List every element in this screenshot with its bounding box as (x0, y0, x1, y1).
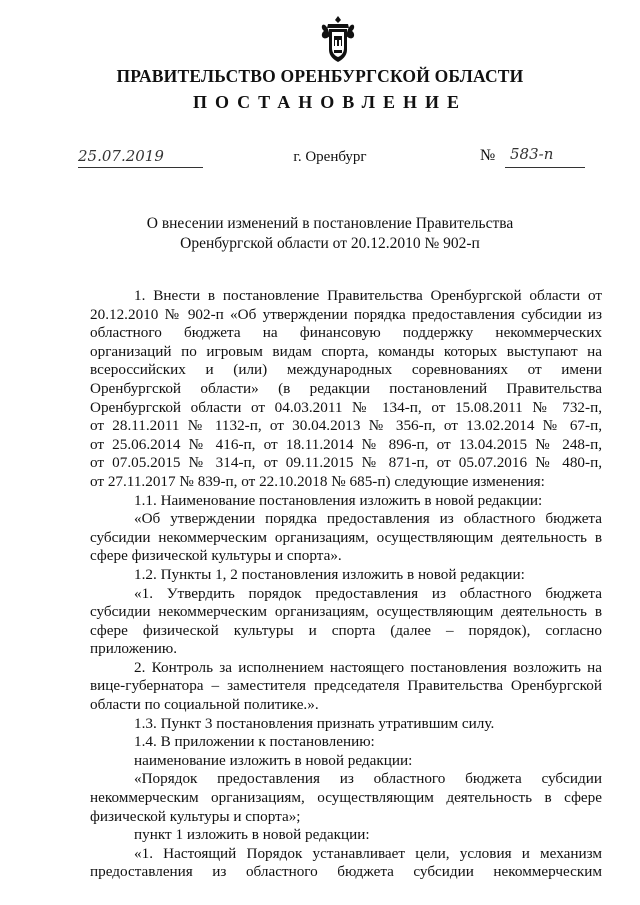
body-line: физической культуры и спорта»; (90, 807, 301, 825)
body-line: 1. Внести в постановление Правительства Оренбургской области от (134, 287, 602, 304)
body-line: «1. Утвердить порядок предоставления из областного бюджета (134, 584, 602, 602)
coat-of-arms-icon (318, 14, 358, 64)
number-underline (505, 167, 585, 168)
body-line: приложению. (90, 640, 178, 658)
body-line: областного бюджета на финансовую поддержку некоммерческих (90, 324, 602, 342)
body-line: всероссийских и (или) международных соревнованиях от имени (90, 361, 602, 379)
body-line: 20.12.2010 № 902-п «Об утверждении порядка предоставления субсидии из (90, 305, 602, 323)
body-line: от 25.06.2014 № 416-п, от 18.11.2014 № 896-п, от 13.04.2015 № 248-п, (90, 435, 602, 453)
document-number: 583-п (510, 145, 554, 163)
body-line: «Об утверждении порядка предоставления из областного бюджета (134, 510, 602, 528)
body-line: субсидии некоммерческим организациям, осуществляющим деятельность в (90, 603, 602, 621)
body-line: предоставления из областного бюджета субсидии некоммерческим (90, 863, 602, 881)
document-date: 25.07.2019 (78, 147, 164, 165)
body-line: сфере физической культуры и спорта (далее – порядок), согласно (90, 621, 602, 639)
document-meta-row (0, 145, 640, 175)
body-line: субсидии некоммерческим организациям, осуществляющим деятельность в (90, 528, 602, 546)
subject-line: О внесении изменений в постановление Правительства (146, 215, 514, 232)
body-line: 1.4. В приложении к постановлению: (134, 733, 375, 751)
body-line: 1.1. Наименование постановления изложить в новой редакции: (134, 491, 543, 509)
body-line: 1.2. Пункты 1, 2 постановления изложить в новой редакции: (134, 565, 525, 583)
body-line: вице-губернатора – заместителя председателя Правительства Оренбургской (90, 677, 602, 695)
body-line: сфере физической культуры и спорта». (90, 547, 342, 565)
document-city: г. Оренбург (293, 149, 367, 165)
body-line: организаций по игровым видам спорта, команды которых выступают на (90, 342, 602, 360)
body-line: 2. Контроль за исполнением настоящего постановления возложить на (134, 658, 602, 676)
body-line: от 07.05.2015 № 314-п, от 09.11.2015 № 871-п, от 05.07.2016 № 480-п, (90, 454, 602, 472)
body-line: некоммерческим организациям, осуществляющим деятельность в сфере (90, 789, 602, 807)
document-number-label: № (480, 147, 496, 164)
body-line: «1. Настоящий Порядок устанавливает цели, условия и механизм (134, 844, 602, 862)
document-type: ПОСТАНОВЛЕНИЕ (192, 92, 468, 112)
government-title: ПРАВИТЕЛЬСТВО ОРЕНБУРГСКОЙ ОБЛАСТИ (116, 66, 524, 86)
date-underline (78, 167, 203, 168)
subject-line: Оренбургской области от 20.12.2010 № 902-п (180, 235, 480, 252)
body-line: Оренбургской области от 04.03.2011 № 134-п, от 15.08.2011 № 732-п, (90, 398, 602, 416)
document-body (90, 287, 602, 882)
document-subject (0, 214, 640, 254)
body-line: от 28.11.2011 № 1132-п, от 30.04.2013 № 356-п, от 13.02.2014 № 67-п, (90, 417, 602, 435)
body-line: 1.3. Пункт 3 постановления признать утратившим силу. (134, 714, 495, 732)
body-line: наименование изложить в новой редакции: (134, 751, 413, 769)
body-line: «Порядок предоставления из областного бюджета субсидии (134, 770, 602, 788)
body-line: Оренбургской области» (в редакции постановлений Правительства (90, 379, 602, 397)
body-line: от 27.11.2017 № 839-п, от 22.10.2018 № 685-п) следующие изменения: (90, 472, 545, 490)
body-line: пункт 1 изложить в новой редакции: (134, 826, 370, 844)
body-line: области по социальной политике.». (90, 696, 319, 714)
